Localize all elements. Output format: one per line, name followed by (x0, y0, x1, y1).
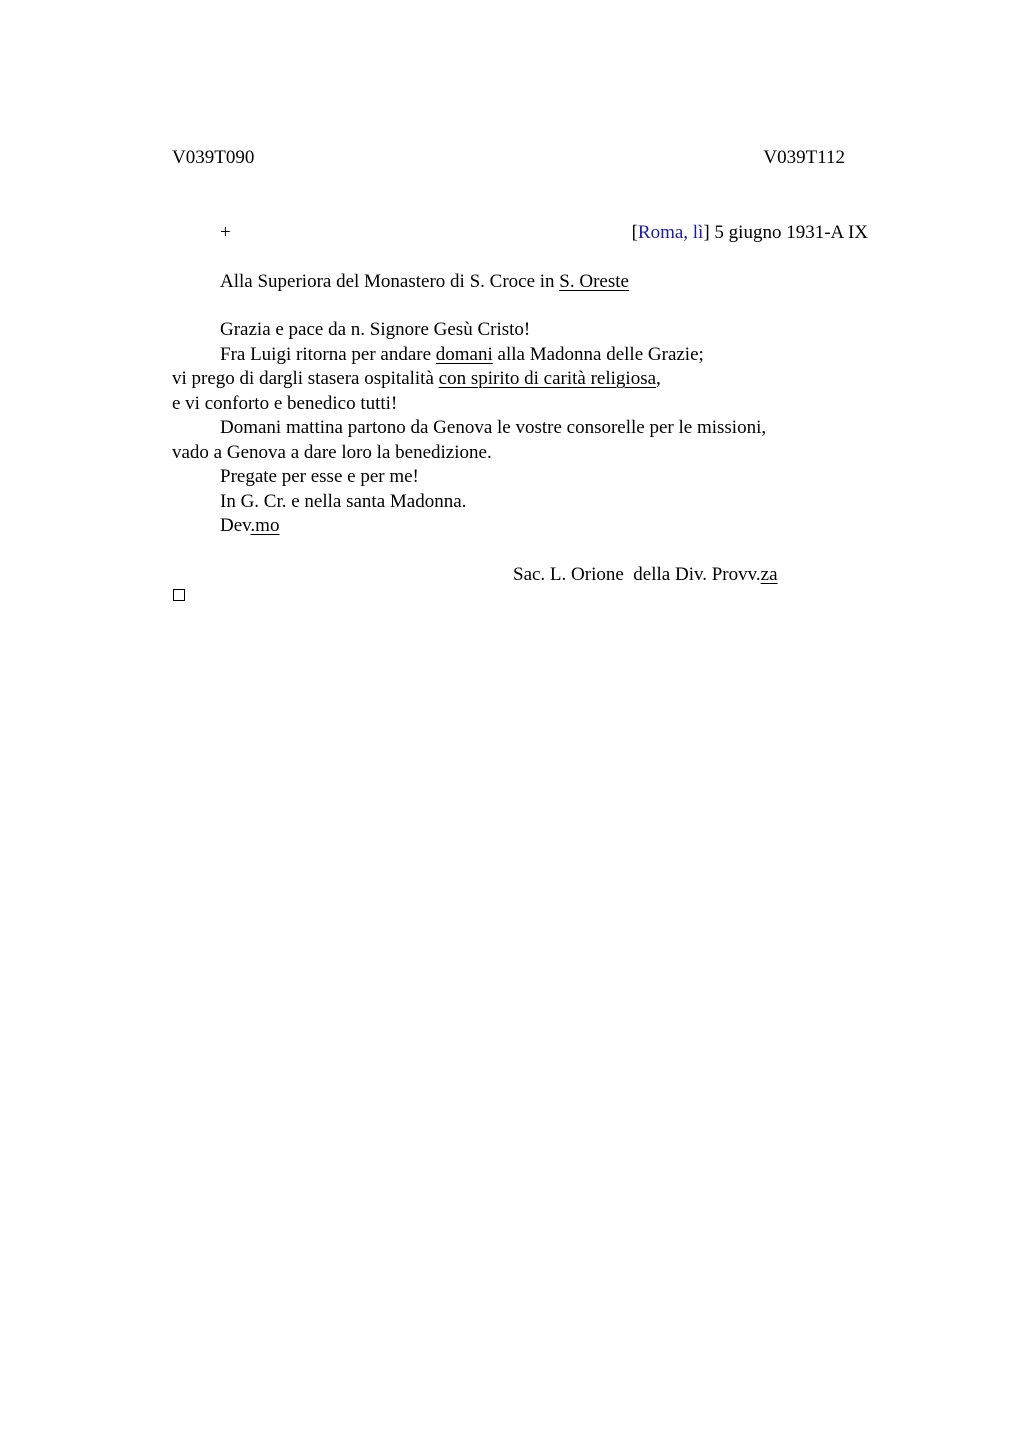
body-line-3-underlined: con spirito di carità religiosa (438, 368, 657, 389)
dateline-date: ] 5 giugno 1931-A IX (703, 222, 868, 243)
dateline-open-bracket: [ (631, 222, 638, 243)
square-outline-icon (173, 589, 185, 601)
closing-underlined: .mo (250, 515, 280, 536)
closing-text: Dev (220, 515, 251, 536)
body-line-3-before: vi prego di dargli stasera ospitalità (172, 368, 439, 389)
recipient-text: Alla Superiora del Monastero di S. Croce in (220, 271, 560, 292)
document-code-right: V039T112 (763, 147, 845, 168)
dateline (632, 221, 868, 245)
recipient-place: S. Oreste (559, 271, 629, 292)
body-line-6: vado a Genova a dare loro la benedizione. (172, 442, 492, 463)
body-line-3-after: , (656, 368, 661, 389)
cross-mark: + (220, 222, 231, 243)
signature-underlined: za (760, 564, 778, 585)
closing-line (220, 514, 279, 538)
dateline-place: Roma, lì (637, 222, 704, 243)
body-line-2 (220, 343, 704, 367)
body-line-3 (172, 367, 661, 391)
body-line-8: In G. Cr. e nella santa Madonna. (220, 491, 467, 512)
body-line-2-underlined: domani (435, 344, 493, 365)
document-code-left: V039T090 (172, 147, 255, 168)
body-line-5: Domani mattina partono da Genova le vostre consorelle per le missioni, (220, 417, 767, 438)
recipient-line (220, 270, 629, 294)
greeting-line: Grazia e pace da n. Signore Gesù Cristo! (220, 319, 531, 340)
body-line-4: e vi conforto e benedico tutti! (172, 393, 398, 414)
body-line-2-after: alla Madonna delle Grazie; (492, 344, 704, 365)
signature-line (513, 563, 778, 587)
signature-text: Sac. L. Orione della Div. Provv. (513, 564, 761, 585)
body-line-2-before: Fra Luigi ritorna per andare (220, 344, 436, 365)
body-line-7: Pregate per esse e per me! (220, 466, 419, 487)
